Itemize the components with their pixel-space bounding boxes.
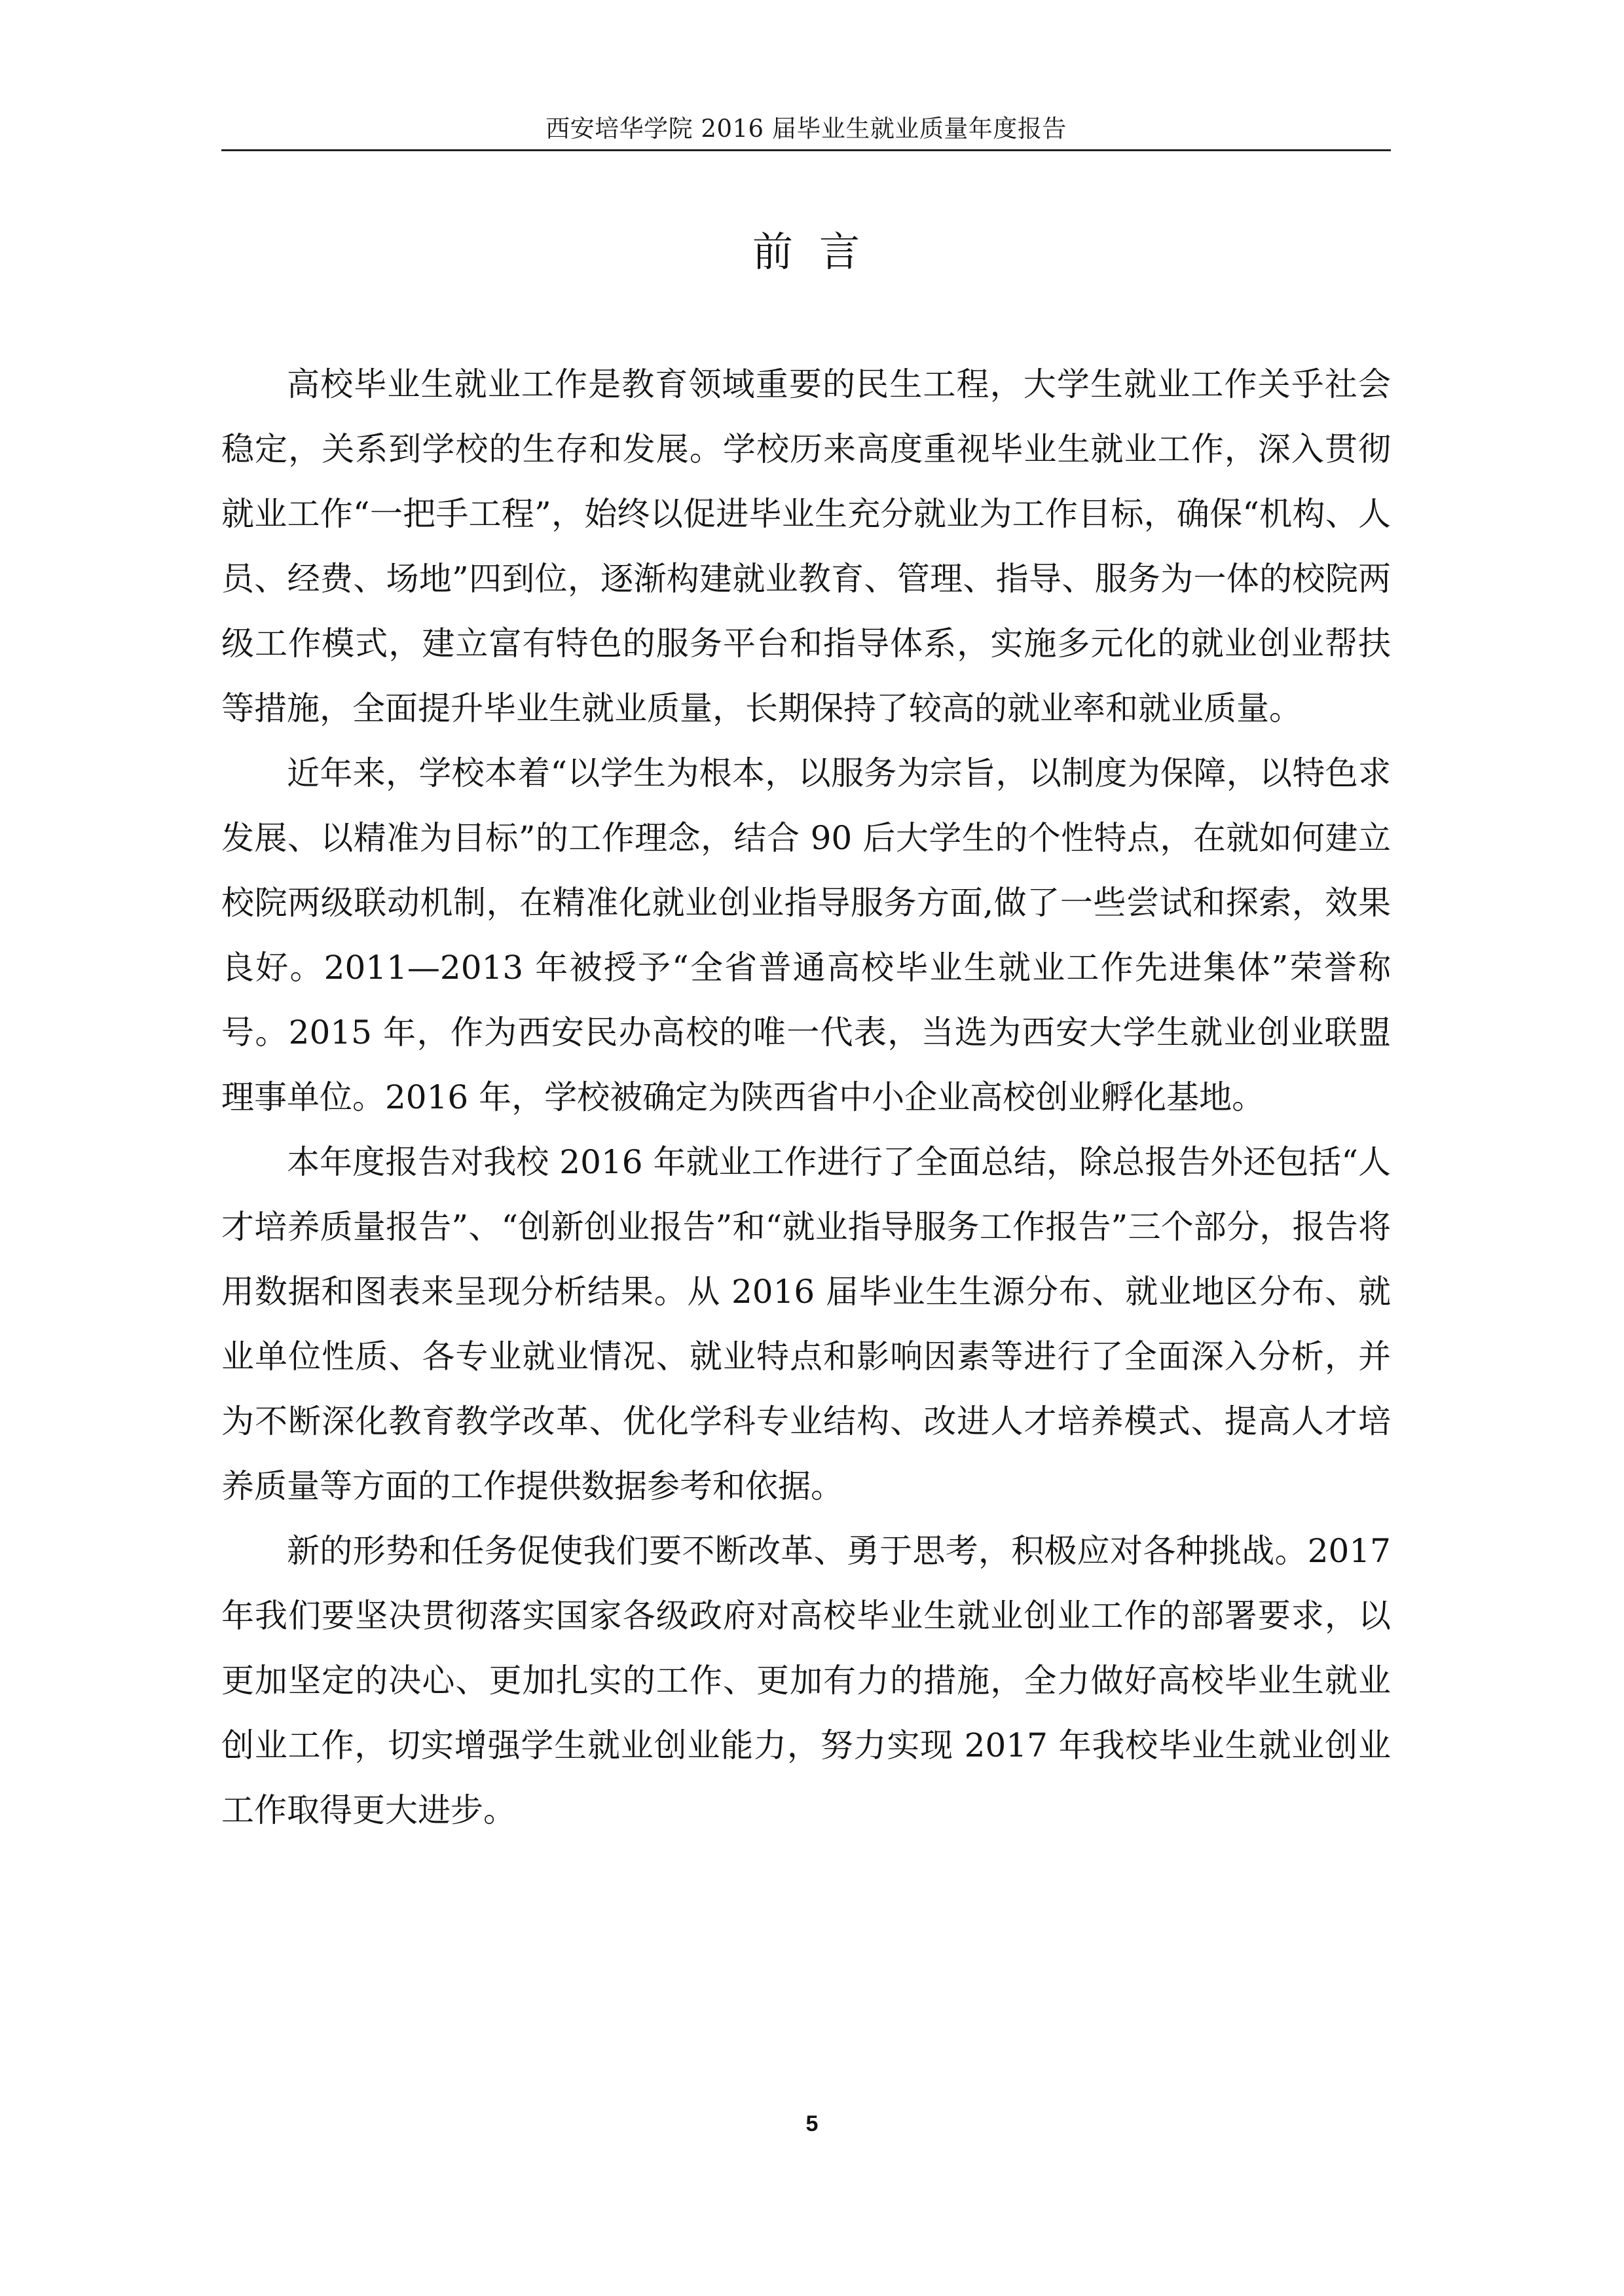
body-text: [221, 352, 1391, 1843]
paragraph-1: 高校毕业生就业工作是教育领域重要的民生工程，大学生就业工作关乎社会稳定，关系到学校的生存和发展。学校历来高度重视毕业生就业工作，深入贯彻就业工作“一把手工程”，始终以促进毕业生充分就业为工作目标，确保“机构、人员、经费、场地”四到位，逐渐构建就业教育、管理、指导、服务为一体的校院两级工作模式，建立富有特色的服务平台和指导体系，实施多元化的就业创业帮扶等措施，全面提升毕业生就业质量，长期保持了较高的就业率和就业质量。: [221, 365, 1391, 727]
paragraph-2: 近年来，学校本着“以学生为根本，以服务为宗旨，以制度为保障，以特色求发展、以精准为目标”的工作理念，结合 90 后大学生的个性特点，在就如何建立校院两级联动机制，在精准化就业创业指导服务方面,做了一些尝试和探索，效果良好。2011—2013 年被授予“全省普通高校毕业生就业工作先进集体”荣誉称号。2015 年，作为西安民办高校的唯一代表，当选为西安大学生就业创业联盟理事单位。2016 年，学校被确定为陕西省中小企业高校创业孵化基地。: [221, 754, 1391, 1116]
running-header: [221, 113, 1391, 151]
paragraph-3: 本年度报告对我校 2016 年就业工作进行了全面总结，除总报告外还包括“人才培养质量报告”、“创新创业报告”和“就业指导服务工作报告”三个部分，报告将用数据和图表来呈现分析结果。从 2016 届毕业生生源分布、就业地区分布、就业单位性质、各专业就业情况、就业特点和影响因素等进行了全面深入分析，并为不断深化教育教学改革、优化学科专业结构、改进人才培养模式、提高人才培养质量等方面的工作提供数据参考和依据。: [221, 1143, 1391, 1505]
paragraph-4: 新的形势和任务促使我们要不断改革、勇于思考，积极应对各种挑战。2017 年我们要坚决贯彻落实国家各级政府对高校毕业生就业创业工作的部署要求，以更加坚定的决心、更加扎实的工作、更加有力的措施，全力做好高校毕业生就业创业工作，切实增强学生就业创业能力，努力实现 2017 年我校毕业生就业创业工作取得更大进步。: [221, 1532, 1391, 1829]
page-number: 5: [805, 2111, 819, 2136]
running-header-title: 西安培华学院 2016 届毕业生就业质量年度报告: [545, 115, 1067, 143]
page-title: 前言: [752, 228, 886, 276]
